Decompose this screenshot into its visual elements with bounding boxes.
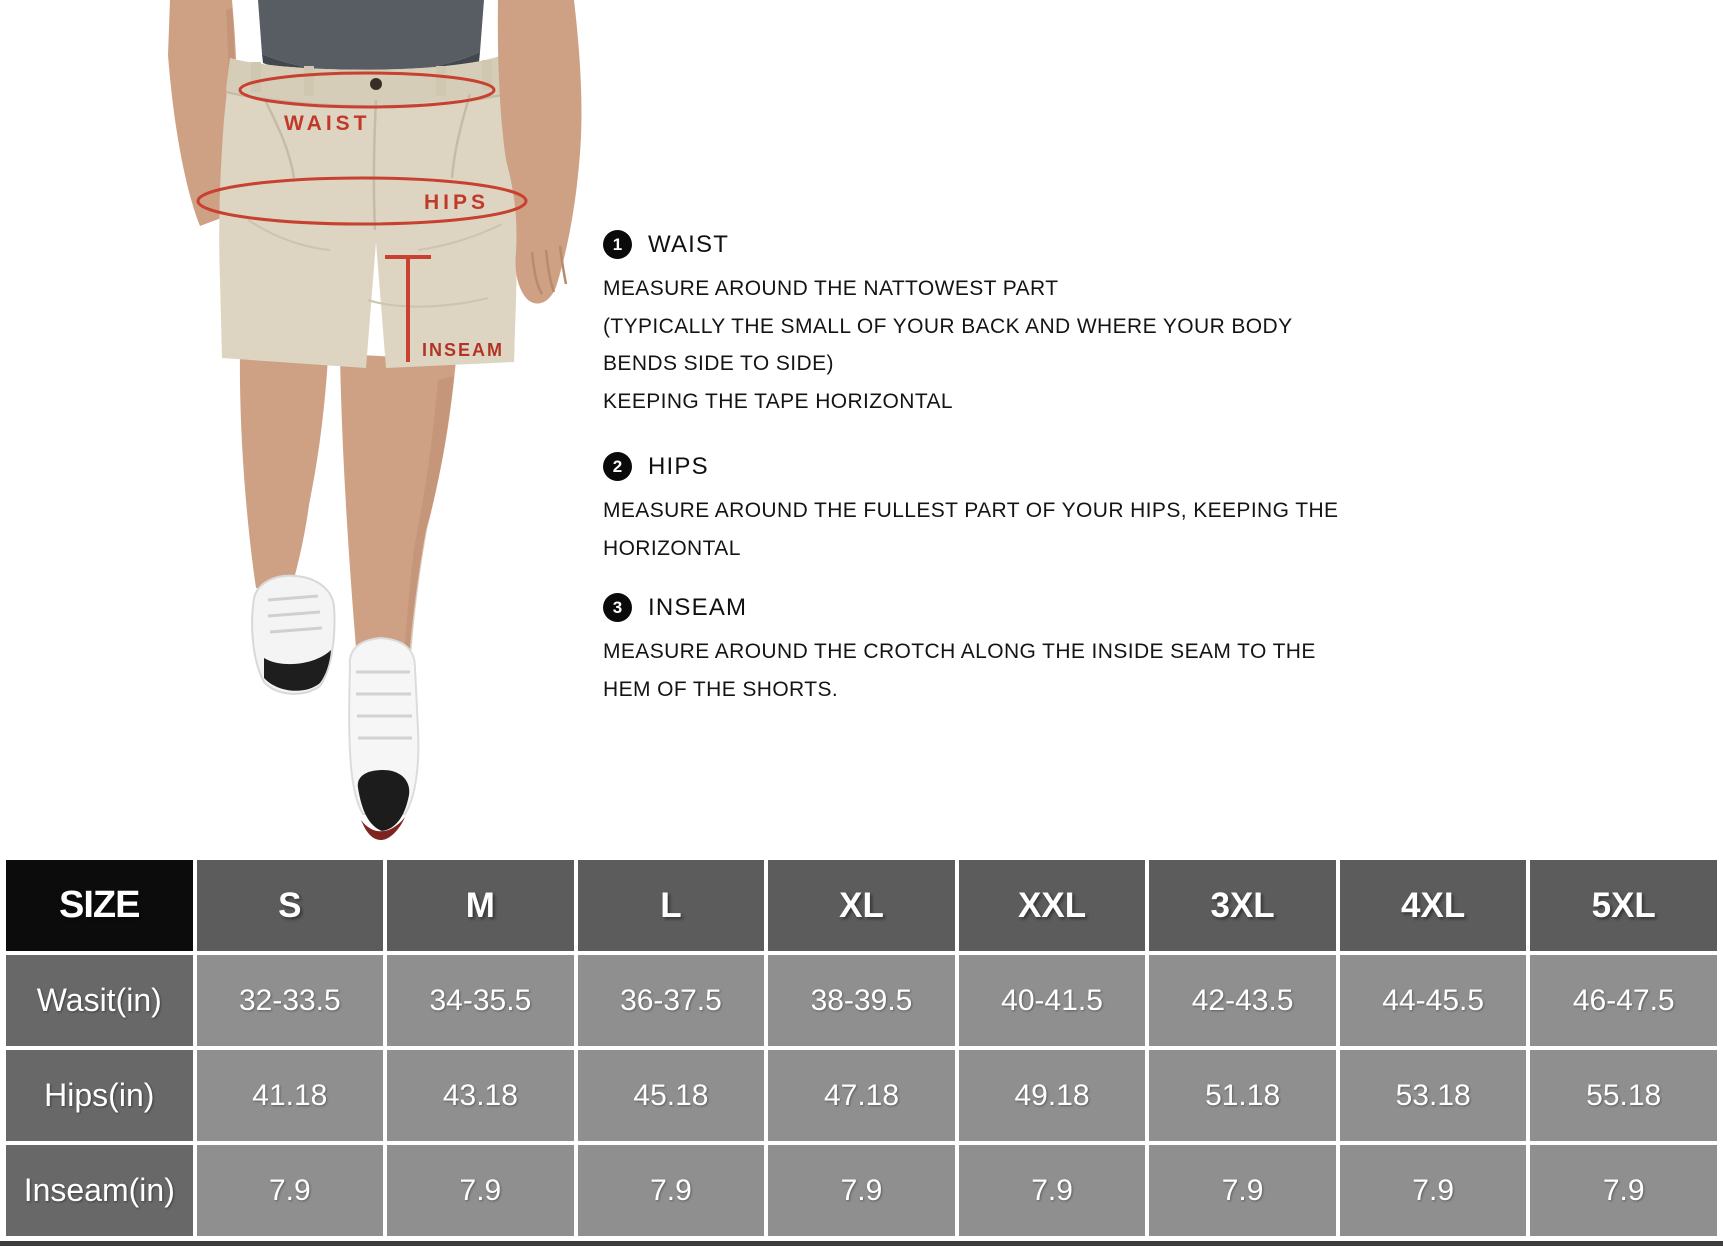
instruction-step-inseam: [603, 593, 1316, 708]
inseam-value: 7.9: [578, 1145, 765, 1236]
hips-value: 49.18: [959, 1050, 1146, 1141]
number-1-icon: 1: [603, 230, 632, 259]
size-table: [0, 856, 1723, 1246]
left-leg: [240, 352, 328, 594]
size-col-header-xxl: XXL: [959, 860, 1146, 951]
size-col-header-4xl: 4XL: [1340, 860, 1527, 951]
waist-value: 40-41.5: [959, 955, 1146, 1046]
hips-value: 47.18: [768, 1050, 955, 1141]
inseam-annotation-label: INSEAM: [422, 340, 505, 360]
left-shoe: [252, 576, 334, 694]
step-title: INSEAM: [648, 593, 748, 621]
step-title: WAIST: [648, 230, 730, 258]
row-label-inseam: Inseam(in): [6, 1145, 193, 1236]
waist-value: 34-35.5: [387, 955, 574, 1046]
shirt: [258, 0, 484, 73]
inseam-value: 7.9: [768, 1145, 955, 1236]
waist-value: 44-45.5: [1340, 955, 1527, 1046]
row-label-waist: Wasit(in): [6, 955, 193, 1046]
step-line: MEASURE AROUND THE FULLEST PART OF YOUR HIPS, KEEPING THE: [603, 499, 1339, 522]
inseam-value: 7.9: [959, 1145, 1146, 1236]
measuring-instructions: [603, 0, 1403, 860]
step-heading: [603, 593, 1316, 622]
size-header-cell: SIZE: [6, 860, 193, 951]
waist-value: 36-37.5: [578, 955, 765, 1046]
size-col-header-m: M: [387, 860, 574, 951]
belt-loop: [251, 62, 261, 92]
row-label-hips: Hips(in): [6, 1050, 193, 1141]
instruction-step-hips: [603, 452, 1338, 567]
inseam-value: 7.9: [1149, 1145, 1336, 1236]
step-heading: [603, 230, 1292, 259]
inseam-value: 7.9: [387, 1145, 574, 1236]
step-line: HEM OF THE SHORTS.: [603, 677, 839, 701]
waist-value: 38-39.5: [768, 955, 955, 1046]
hips-value: 51.18: [1149, 1050, 1336, 1141]
model-photo: [118, 0, 618, 860]
instruction-step-waist: [603, 230, 1292, 420]
size-col-header-5xl: 5XL: [1530, 860, 1717, 951]
hips-value: 41.18: [197, 1050, 384, 1141]
step-heading: [603, 452, 1338, 481]
belt-loop: [436, 66, 446, 96]
number-3-icon: 3: [603, 593, 632, 622]
step-line: BENDS SIDE TO SIDE): [603, 352, 834, 375]
step-line: HORIZONTAL: [603, 536, 741, 560]
hips-value: 55.18: [1530, 1050, 1717, 1141]
inseam-value: 7.9: [197, 1145, 384, 1236]
belt-loop: [304, 66, 314, 96]
step-line: MEASURE AROUND THE CROTCH ALONG THE INSIDE SEAM TO THE: [603, 640, 1316, 663]
waist-value: 46-47.5: [1530, 955, 1717, 1046]
size-col-header-xl: XL: [768, 860, 955, 951]
waist-value: 42-43.5: [1149, 955, 1336, 1046]
button: [370, 78, 382, 90]
waist-annotation-label: WAIST: [284, 112, 371, 135]
inseam-value: 7.9: [1530, 1145, 1717, 1236]
inseam-value: 7.9: [1340, 1145, 1527, 1236]
size-col-header-s: S: [197, 860, 384, 951]
step-title: HIPS: [648, 452, 709, 480]
right-shoe: [349, 638, 418, 840]
model-figure: [118, 0, 618, 860]
hips-value: 43.18: [387, 1050, 574, 1141]
size-col-header-l: L: [578, 860, 765, 951]
step-line: (TYPICALLY THE SMALL OF YOUR BACK AND WHERE YOUR BODY: [603, 314, 1293, 338]
hips-annotation-label: HIPS: [424, 191, 490, 214]
waist-value: 32-33.5: [197, 955, 384, 1046]
step-line: KEEPING THE TAPE HORIZONTAL: [603, 389, 953, 413]
hips-value: 53.18: [1340, 1050, 1527, 1141]
hips-value: 45.18: [578, 1050, 765, 1141]
number-2-icon: 2: [603, 452, 632, 481]
size-col-header-3xl: 3XL: [1149, 860, 1336, 951]
step-line: MEASURE AROUND THE NATTOWEST PART: [603, 277, 1059, 300]
